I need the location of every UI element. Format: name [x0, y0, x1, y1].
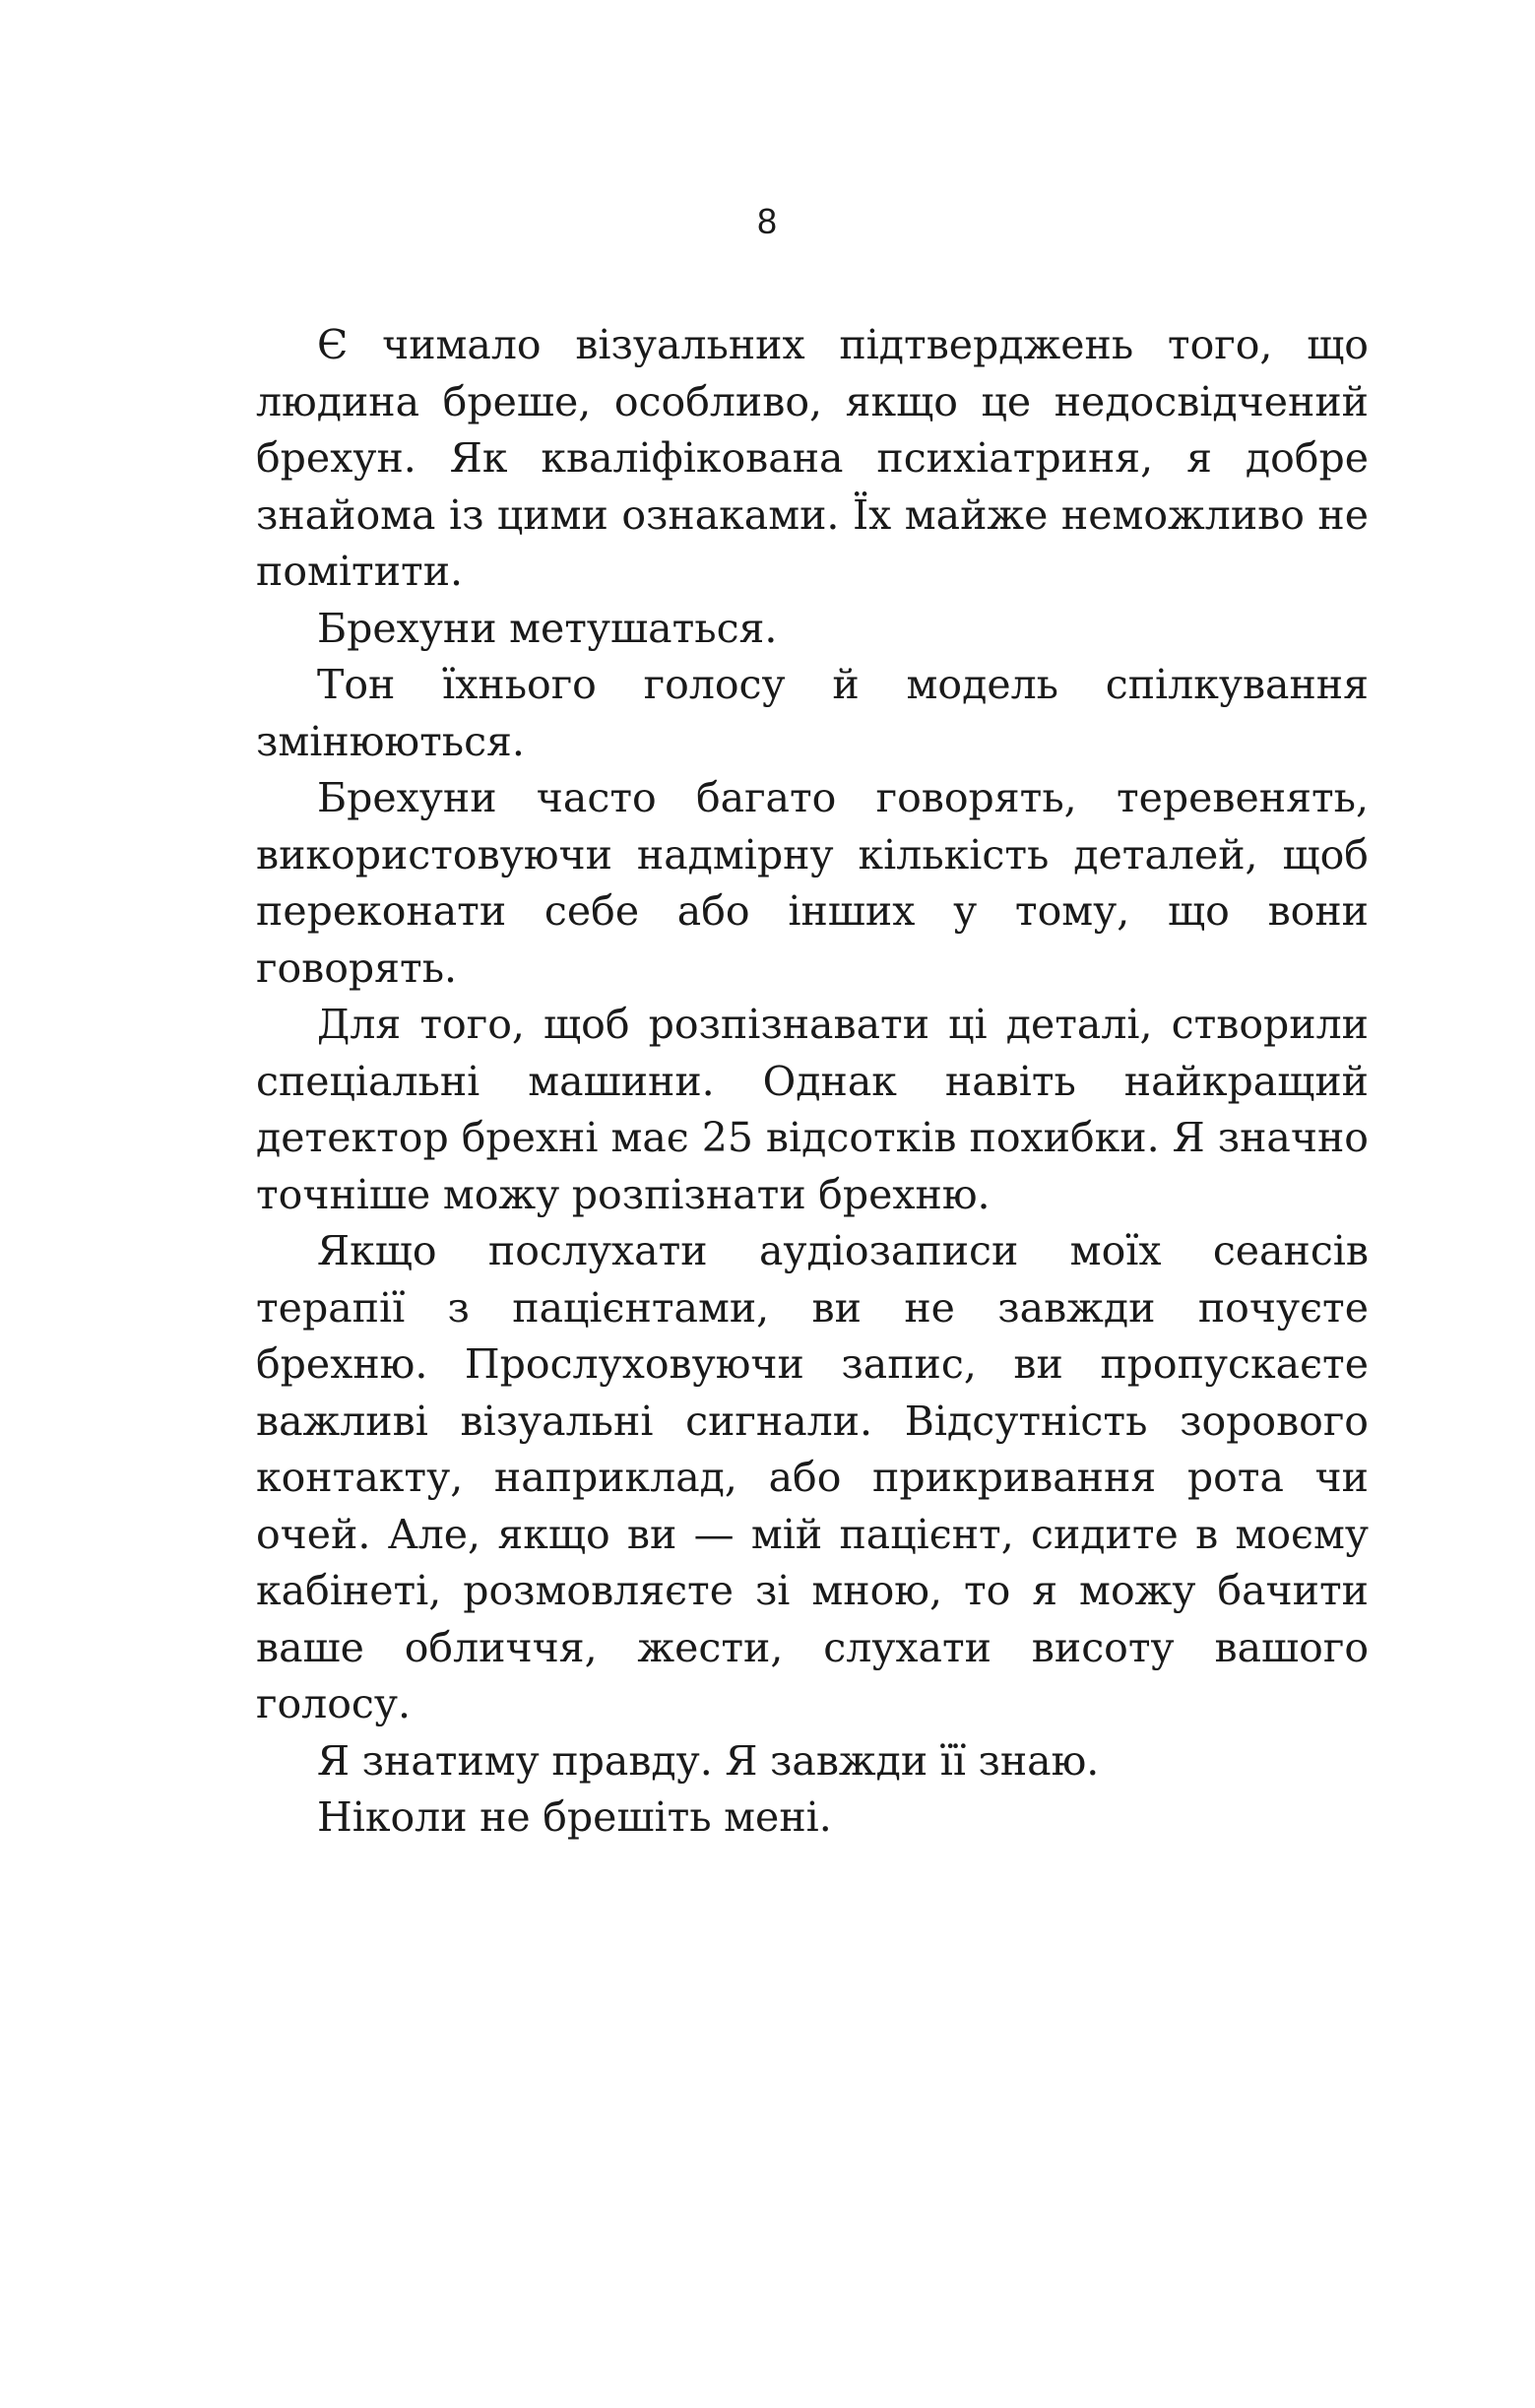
- page-number: 8: [756, 201, 779, 241]
- paragraph: Для того, щоб розпізнавати ці деталі, створили спеціальні машини. Однак навіть найкращий детектор брехні має 25 відсотків похибки. Я значно точніше можу розпізнати брехню.: [256, 1001, 1369, 1218]
- paragraph: Брехуни метушаться.: [317, 604, 778, 652]
- paragraph: Ніколи не брешіть мені.: [317, 1793, 832, 1841]
- paragraph: Є чимало візуальних підтверджень того, що людина бреше, особливо, якщо це недосвідчений брехун. Як кваліфікована психіатриня, я добре знайома із цими ознаками. Їх майже неможливо не помітити.: [256, 321, 1369, 595]
- paragraph: Якщо послухати аудіозаписи моїх сеансів терапії з пацієнтами, ви не завжди почуєте брехню. Прослуховуючи запис, ви пропускаєте важливі візуальні сигнали. Відсутність зорового контакту, наприклад, або прикривання рота чи очей. Але, якщо ви — мій пацієнт, сидите в моєму кабінеті, розмовляєте зі мною, то я можу бачити ваше обличчя, жести, слухати висоту вашого голосу.: [256, 1227, 1369, 1727]
- body-text: [256, 317, 1369, 1847]
- paragraph: Я знатиму правду. Я завжди її знаю.: [317, 1736, 1100, 1785]
- paragraph: Брехуни часто багато говорять, теревенять, використовуючи надмірну кількість деталей, щоб переконати себе або інших у тому, що вони говорять.: [256, 774, 1369, 992]
- paragraph: Тон їхнього голосу й модель спілкування змінюються.: [256, 661, 1369, 765]
